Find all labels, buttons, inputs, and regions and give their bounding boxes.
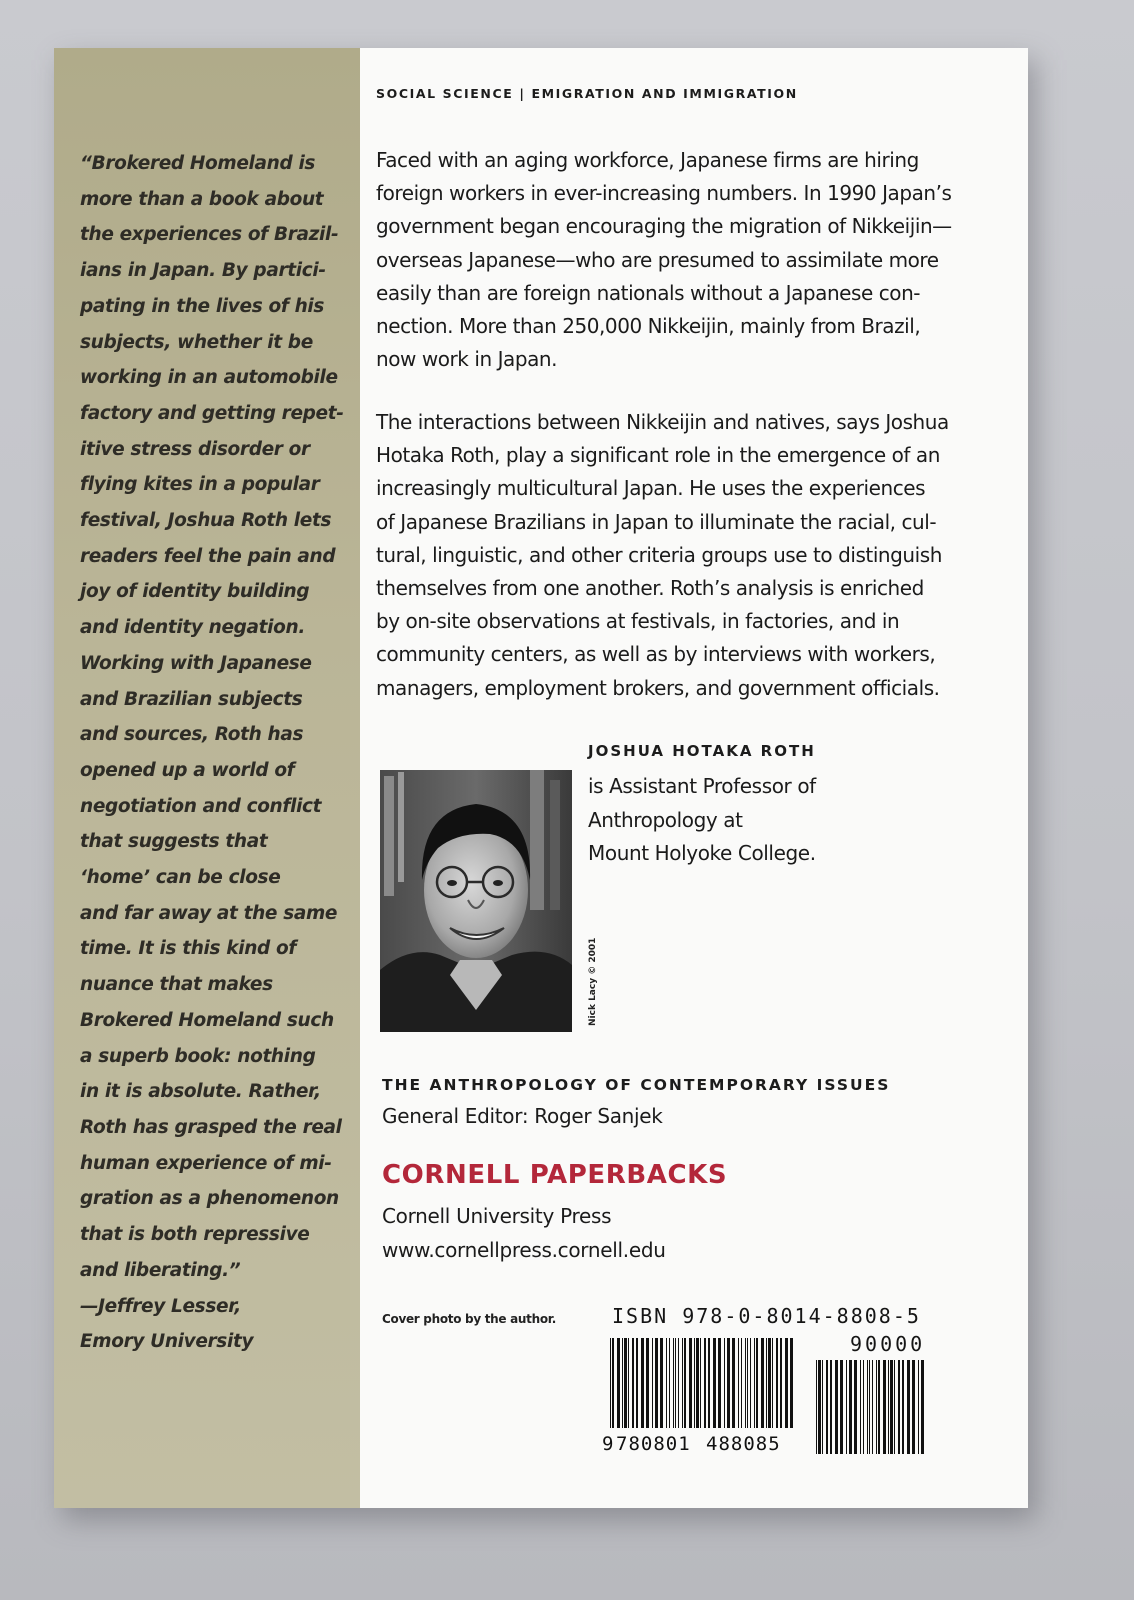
- barcode-bar: [840, 1360, 843, 1454]
- paragraph-line: increasingly multicultural Japan. He uses the experiences: [376, 476, 926, 501]
- barcode-bar: [883, 1360, 886, 1454]
- quote-line: Working with Japanese: [80, 652, 312, 674]
- bio-line: Anthropology at: [588, 807, 743, 832]
- barcode-bar: [816, 1360, 817, 1454]
- category-label: SOCIAL SCIENCE | EMIGRATION AND IMMIGRATION: [376, 86, 798, 101]
- endorsement-quote: [80, 146, 344, 1360]
- barcode-bar: [830, 1360, 832, 1454]
- publisher-imprint: CORNELL PAPERBACKS: [382, 1160, 728, 1190]
- barcode-bar: [826, 1360, 828, 1454]
- series-name: THE ANTHROPOLOGY OF CONTEMPORARY ISSUES: [382, 1076, 891, 1094]
- addon-barcode-bars: [816, 1360, 924, 1454]
- quote-line: Roth has grasped the real: [80, 1116, 342, 1138]
- barcode-bar: [854, 1360, 857, 1454]
- main-panel: [376, 48, 1016, 1508]
- quote-line: flying kites in a popular: [80, 474, 320, 496]
- isbn-barcode: [594, 1332, 944, 1454]
- barcode-bar: [860, 1360, 861, 1454]
- barcode-bar: [869, 1360, 870, 1454]
- paragraph-line: easily than are foreign nationals without a Japanese con-: [376, 280, 921, 305]
- author-portrait-image: [380, 770, 572, 1032]
- publisher-name: Cornell University Press: [382, 1204, 612, 1228]
- quote-attribution-affiliation: Emory University: [80, 1331, 254, 1353]
- description-paragraph-1: [376, 144, 1016, 376]
- quote-line: a superb book: nothing: [80, 1045, 316, 1067]
- quote-line: that is both repressive: [80, 1224, 310, 1246]
- barcode-bar: [872, 1360, 873, 1454]
- barcode-bar: [818, 1360, 821, 1454]
- barcode-bar: [907, 1360, 910, 1454]
- description-paragraph-2: [376, 406, 1016, 705]
- quote-line: ians in Japan. By partici-: [80, 260, 326, 282]
- barcode-bar: [867, 1360, 868, 1454]
- barcode-bar: [846, 1360, 847, 1454]
- paragraph-line: The interactions between Nikkeijin and natives, says Joshua: [376, 410, 949, 434]
- author-name: JOSHUA HOTAKA ROTH: [588, 742, 816, 760]
- barcode-digit-first: 9: [602, 1433, 614, 1454]
- barcode-bar: [888, 1360, 889, 1454]
- quote-line: and identity negation.: [80, 617, 306, 639]
- paragraph-line: Faced with an aging workforce, Japanese firms are hiring: [376, 148, 919, 172]
- quote-line: readers feel the pain and: [80, 545, 336, 567]
- barcode-bar: [863, 1360, 864, 1454]
- quote-line: subjects, whether it be: [80, 331, 313, 353]
- quote-line: pating in the lives of his: [80, 295, 325, 317]
- quote-line: the experiences of Brazil-: [80, 224, 339, 246]
- book-back-cover: [54, 48, 1028, 1508]
- quote-attribution-name: —Jeffrey Lesser,: [80, 1295, 241, 1317]
- isbn-text: ISBN 978-0-8014-8808-5: [612, 1304, 921, 1328]
- barcode-bar: [835, 1360, 838, 1454]
- cover-photo-credit: Cover photo by the author.: [382, 1312, 556, 1326]
- paragraph-line: by on-site observations at festivals, in factories, and in: [376, 609, 900, 634]
- series-editor: General Editor: Roger Sanjek: [382, 1104, 663, 1128]
- publisher-website: www.cornellpress.cornell.edu: [382, 1238, 666, 1262]
- quote-line: gration as a phenomenon: [80, 1188, 339, 1210]
- quote-line: time. It is this kind of: [80, 938, 297, 960]
- paragraph-line: government began encouraging the migration of Nikkeijin—: [376, 214, 952, 239]
- quote-line: more than a book about: [80, 188, 324, 210]
- barcode-bar: [890, 1360, 893, 1454]
- paragraph-line: managers, employment brokers, and government officials.: [376, 675, 940, 700]
- barcode-bar: [921, 1360, 924, 1454]
- author-bio: [588, 770, 816, 871]
- barcode-digits-left: 780801: [616, 1433, 691, 1454]
- quote-line: joy of identity building: [80, 581, 310, 603]
- price-code: 90000: [850, 1332, 926, 1356]
- paragraph-line: Hotaka Roth, play a significant role in the emergence of an: [376, 443, 940, 468]
- paragraph-line: themselves from one another. Roth’s analysis is enriched: [376, 576, 924, 601]
- quote-line: factory and getting repet-: [80, 402, 344, 424]
- bio-line: Mount Holyoke College.: [588, 841, 816, 865]
- quote-line: negotiation and conflict: [80, 795, 322, 817]
- barcode-bar: [876, 1360, 877, 1454]
- paragraph-line: overseas Japanese—who are presumed to assimilate more: [376, 247, 939, 272]
- bio-line: is Assistant Professor of: [588, 774, 816, 798]
- quote-line: nuance that makes: [80, 974, 273, 996]
- paragraph-line: of Japanese Brazilians in Japan to illuminate the racial, cul-: [376, 509, 937, 534]
- quote-line: Brokered Homeland such: [80, 1009, 334, 1031]
- quote-line: and Brazilian subjects: [80, 688, 303, 710]
- quote-line: opened up a world of: [80, 759, 295, 781]
- paragraph-line: now work in Japan.: [376, 347, 558, 372]
- quote-line: festival, Joshua Roth lets: [80, 510, 332, 532]
- paragraph-line: community centers, as well as by interviews with workers,: [376, 642, 936, 667]
- quote-line: in it is absolute. Rather,: [80, 1081, 321, 1103]
- barcode-bar: [902, 1360, 904, 1454]
- barcode-digits-right: 488085: [706, 1433, 781, 1454]
- quote-line: ‘home’ can be close: [80, 867, 281, 889]
- barcode-bar: [849, 1360, 852, 1454]
- quote-line: that suggests that: [80, 831, 268, 853]
- quote-line: and far away at the same: [80, 902, 338, 924]
- barcode-bar: [894, 1360, 895, 1454]
- author-photo: [380, 770, 572, 1032]
- paragraph-line: tural, linguistic, and other criteria groups use to distinguish: [376, 542, 942, 567]
- quote-line: working in an automobile: [80, 367, 338, 389]
- barcode-bar: [822, 1360, 823, 1454]
- barcode-bar: [878, 1360, 880, 1454]
- barcode-bar: [912, 1360, 915, 1454]
- paragraph-line: foreign workers in ever-increasing numbers. In 1990 Japan’s: [376, 181, 952, 206]
- barcode-bar: [918, 1360, 919, 1454]
- quote-line: and liberating.”: [80, 1259, 241, 1281]
- barcode-bar: [898, 1360, 900, 1454]
- quote-line: and sources, Roth has: [80, 724, 304, 746]
- quote-panel: [54, 48, 360, 1508]
- quote-line: “Brokered Homeland is: [80, 153, 316, 174]
- paragraph-line: nection. More than 250,000 Nikkeijin, mainly from Brazil,: [376, 314, 921, 339]
- quote-line: itive stress disorder or: [80, 438, 310, 460]
- quote-line: human experience of mi-: [80, 1152, 332, 1174]
- photo-credit: Nick Lacy © 2001: [588, 937, 598, 1026]
